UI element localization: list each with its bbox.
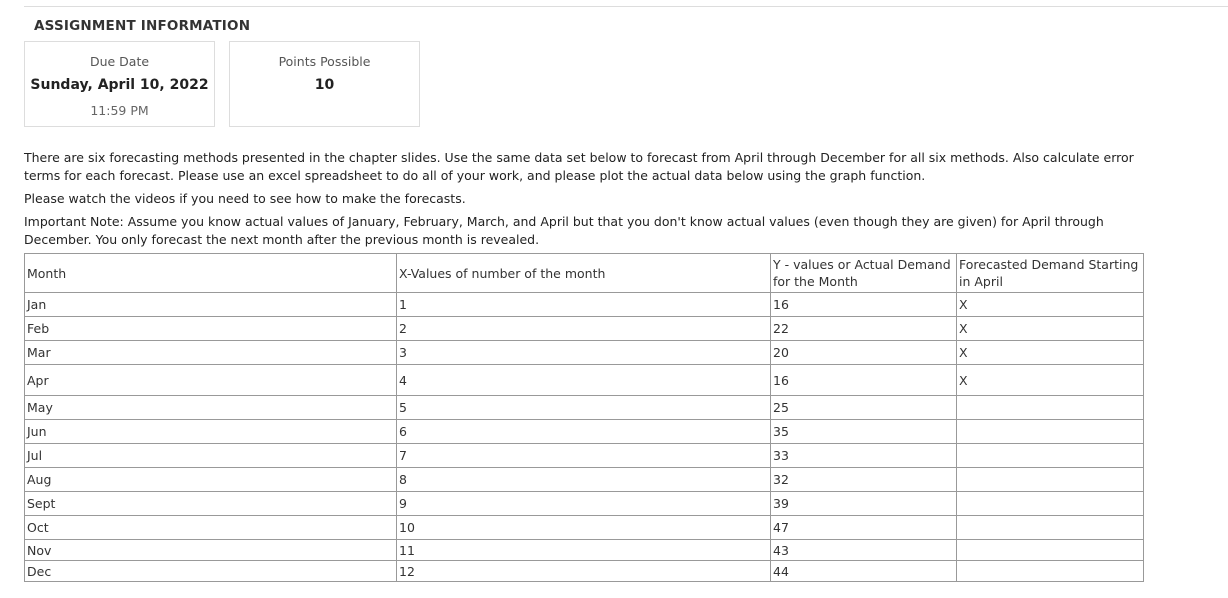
table-row bbox=[25, 561, 1144, 582]
cell-x-value: 10 bbox=[397, 516, 771, 540]
cell-actual-demand: 25 bbox=[771, 396, 957, 420]
cell-forecast bbox=[957, 444, 1144, 468]
cell-month: Dec bbox=[25, 561, 397, 582]
cell-x-value: 9 bbox=[397, 492, 771, 516]
cell-month: Oct bbox=[25, 516, 397, 540]
cell-month: Mar bbox=[25, 341, 397, 365]
cell-month: Aug bbox=[25, 468, 397, 492]
cell-x-value: 2 bbox=[397, 317, 771, 341]
cell-x-value: 8 bbox=[397, 468, 771, 492]
points-possible-card bbox=[229, 41, 420, 127]
points-possible-value: 10 bbox=[314, 77, 335, 93]
header-month: Month bbox=[25, 254, 397, 293]
cell-forecast bbox=[957, 396, 1144, 420]
cell-x-value: 5 bbox=[397, 396, 771, 420]
points-possible-label: Points Possible bbox=[278, 54, 371, 69]
cell-forecast bbox=[957, 561, 1144, 582]
due-time-value: 11:59 PM bbox=[90, 103, 149, 118]
table-row bbox=[25, 516, 1144, 540]
section-title: ASSIGNMENT INFORMATION bbox=[34, 18, 251, 34]
cell-x-value: 4 bbox=[397, 365, 771, 396]
table-row bbox=[25, 365, 1144, 396]
table-row bbox=[25, 341, 1144, 365]
cell-month: May bbox=[25, 396, 397, 420]
cell-x-value: 1 bbox=[397, 293, 771, 317]
cell-actual-demand: 20 bbox=[771, 341, 957, 365]
cell-month: Sept bbox=[25, 492, 397, 516]
due-date-card bbox=[24, 41, 215, 127]
due-date-label: Due Date bbox=[89, 54, 150, 69]
cell-actual-demand: 43 bbox=[771, 540, 957, 561]
due-date-value: Sunday, April 10, 2022 bbox=[30, 77, 209, 93]
table-row bbox=[25, 468, 1144, 492]
table-header-row bbox=[25, 254, 1144, 293]
cell-actual-demand: 39 bbox=[771, 492, 957, 516]
cell-forecast bbox=[957, 516, 1144, 540]
cell-month: Apr bbox=[25, 365, 397, 396]
cell-month: Jun bbox=[25, 420, 397, 444]
cell-forecast bbox=[957, 492, 1144, 516]
cell-actual-demand: 33 bbox=[771, 444, 957, 468]
cell-forecast bbox=[957, 540, 1144, 561]
cell-forecast: X bbox=[957, 341, 1144, 365]
cell-x-value: 7 bbox=[397, 444, 771, 468]
table-row bbox=[25, 317, 1144, 341]
cell-actual-demand: 47 bbox=[771, 516, 957, 540]
table-row bbox=[25, 396, 1144, 420]
cell-actual-demand: 32 bbox=[771, 468, 957, 492]
table-row bbox=[25, 540, 1144, 561]
cell-forecast bbox=[957, 420, 1144, 444]
cell-actual-demand: 35 bbox=[771, 420, 957, 444]
cell-actual-demand: 16 bbox=[771, 365, 957, 396]
instructions-paragraph-2: Please watch the videos if you need to see how to make the forecasts. bbox=[24, 191, 466, 206]
table-row bbox=[25, 444, 1144, 468]
cell-month: Jul bbox=[25, 444, 397, 468]
cell-actual-demand: 16 bbox=[771, 293, 957, 317]
cell-forecast: X bbox=[957, 317, 1144, 341]
header-y-values: Y - values or Actual Demand for the Month bbox=[771, 254, 957, 293]
cell-forecast: X bbox=[957, 365, 1144, 396]
cell-month: Jan bbox=[25, 293, 397, 317]
top-divider bbox=[24, 6, 1228, 7]
cell-month: Feb bbox=[25, 317, 397, 341]
demand-data-table bbox=[24, 253, 1144, 582]
instructions-paragraph-3: Important Note: Assume you know actual values of January, February, March, and April but that you don't know actual values (even though they are given) for April through December. You only forecast the next month after the previous month is revealed. bbox=[24, 214, 1104, 247]
cell-forecast: X bbox=[957, 293, 1144, 317]
header-forecast: Forecasted Demand Starting in April bbox=[957, 254, 1144, 293]
cell-forecast bbox=[957, 468, 1144, 492]
instructions-paragraph-1: There are six forecasting methods presented in the chapter slides. Use the same data set below to forecast from April through December for all six methods. Also calculate error terms for each forecast. Please use an excel spreadsheet to do all of your work, and please plot the actual data below using the graph function. bbox=[24, 150, 1134, 183]
table-row bbox=[25, 293, 1144, 317]
table-row bbox=[25, 492, 1144, 516]
table-row bbox=[25, 420, 1144, 444]
cell-actual-demand: 22 bbox=[771, 317, 957, 341]
header-x-values: X-Values of number of the month bbox=[397, 254, 771, 293]
cell-x-value: 12 bbox=[397, 561, 771, 582]
cell-x-value: 11 bbox=[397, 540, 771, 561]
cell-x-value: 3 bbox=[397, 341, 771, 365]
cell-x-value: 6 bbox=[397, 420, 771, 444]
cell-month: Nov bbox=[25, 540, 397, 561]
cell-actual-demand: 44 bbox=[771, 561, 957, 582]
